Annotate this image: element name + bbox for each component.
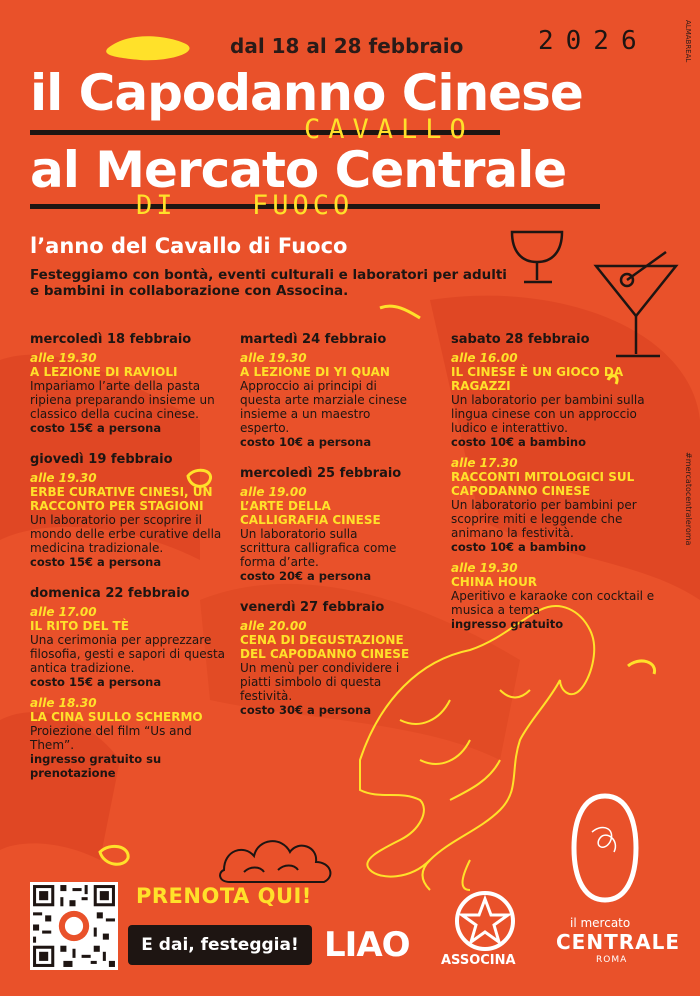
hashtag-label: #mercatocentraleroma: [684, 452, 693, 546]
event-title: LA CINA SULLO SCHERMO: [30, 710, 203, 724]
event-item: [30, 696, 235, 780]
event-time: alle 16.00: [451, 351, 518, 365]
slogan-text: E dai, festeggia!: [141, 935, 299, 955]
event-time: alle 17.30: [451, 456, 518, 470]
event-title: L’ARTE DELLA CALLIGRAFIA CINESE: [240, 499, 381, 527]
day-date: martedì 24 febbraio: [240, 332, 387, 347]
event-title: IL RITO DEL TÈ: [30, 619, 129, 633]
event-title: ERBE CURATIVE CINESI, UN RACCONTO PER STAGIONI: [30, 485, 213, 513]
event-price: costo 15€ a persona: [30, 675, 162, 689]
event-title: RACCONTI MITOLOGICI SUL CAPODANNO CINESE: [451, 470, 635, 498]
event-time: alle 19.30: [451, 561, 518, 575]
day-date: domenica 22 febbraio: [30, 586, 190, 601]
event-price: costo 15€ a persona: [30, 555, 162, 569]
event-item: [451, 561, 676, 631]
event-price: costo 30€ a persona: [240, 703, 372, 717]
day-date: mercoledì 25 febbraio: [240, 466, 402, 481]
wine-glass-icon: [512, 232, 562, 282]
intro-text: Festeggiamo con bontà, eventi culturali e laboratori per adulti e bambini in collaborazione con Associna.: [30, 267, 507, 299]
event-item: [451, 351, 676, 449]
day-date: sabato 28 febbraio: [451, 332, 590, 347]
day-date: giovedì 19 febbraio: [30, 452, 173, 467]
event-dates: dal 18 al 28 febbraio: [230, 34, 464, 58]
associna-star-logo: [454, 890, 516, 952]
event-description: Un laboratorio sulla scrittura calligrafica come forma d’arte.: [240, 527, 397, 569]
event-time: alle 20.00: [240, 619, 307, 633]
title-line-1: il Capodanno Cinese: [30, 64, 583, 122]
title-line-2: al Mercato Centrale: [30, 141, 567, 199]
schedule-column-3: [451, 332, 676, 638]
event-item: [240, 485, 410, 583]
event-title: A LEZIONE DI RAVIOLI: [30, 365, 178, 379]
event-item: [30, 351, 235, 435]
schedule-column-1: [30, 332, 235, 787]
event-description: Un laboratorio per bambini sulla lingua cinese con un approccio ludico e interattivo.: [451, 393, 645, 435]
event-time: alle 17.00: [30, 605, 97, 619]
event-price: costo 10€ a bambino: [451, 435, 586, 449]
mercato-centrale-logo: [570, 792, 640, 904]
event-price: costo 10€ a bambino: [451, 540, 586, 554]
qr-code-icon[interactable]: [30, 882, 118, 970]
event-price: ingresso gratuito su prenotazione: [30, 752, 162, 780]
event-title: IL CINESE È UN GIOCO DA RAGAZZI: [451, 365, 624, 393]
event-time: alle 19.30: [30, 471, 97, 485]
event-description: Un menù per condividere i piatti simbolo di questa festività.: [240, 661, 400, 703]
event-price: costo 15€ a persona: [30, 421, 162, 435]
event-description: Impariamo l’arte della pasta ripiena preparando insieme un classico della cucina cinese.: [30, 379, 215, 421]
event-description: Aperitivo e karaoke con cocktail e musica a tema: [451, 589, 655, 617]
liao-logo: LIAO: [324, 925, 410, 965]
event-item: [240, 351, 410, 449]
mercato-logo-city: ROMA: [596, 955, 628, 965]
event-item: [30, 605, 235, 689]
handwritten-di: DI: [136, 190, 177, 221]
mercato-logo-big: CENTRALE: [556, 930, 681, 954]
cloud-doodle: [220, 841, 330, 882]
event-price: ingresso gratuito: [451, 617, 564, 631]
event-title: CHINA HOUR: [451, 575, 538, 589]
credit-label: ALMABREAL: [684, 20, 692, 63]
event-description: Una cerimonia per apprezzare filosofia, gesti e sapori di questa antica tradizione.: [30, 633, 225, 675]
event-time: alle 19.00: [240, 485, 307, 499]
schedule-column-2: [240, 332, 410, 724]
handwritten-fuoco: FUOCO: [252, 190, 354, 221]
event-title: CENA DI DEGUSTAZIONE DEL CAPODANNO CINESE: [240, 633, 410, 661]
event-item: [30, 471, 235, 569]
event-description: Un laboratorio per bambini per scoprire miti e leggende che animano la festività.: [451, 498, 637, 540]
slogan-badge: [128, 925, 312, 965]
handwritten-cavallo: CAVALLO: [304, 114, 474, 145]
subtitle: l’anno del Cavallo di Fuoco: [30, 234, 348, 258]
event-price: costo 10€ a persona: [240, 435, 372, 449]
event-description: Proiezione del film “Us and Them”.: [30, 724, 192, 752]
prenota-label[interactable]: PRENOTA QUI!: [136, 884, 312, 908]
event-item: [451, 456, 676, 554]
event-title: A LEZIONE DI YI QUAN: [240, 365, 390, 379]
associna-logo-text: ASSOCINA: [441, 953, 516, 968]
event-time: alle 19.30: [240, 351, 307, 365]
event-time: alle 18.30: [30, 696, 97, 710]
mercato-logo-small: il mercato: [570, 916, 631, 930]
day-date: mercoledì 18 febbraio: [30, 332, 192, 347]
day-date: venerdì 27 febbraio: [240, 600, 385, 615]
year-label: 2026: [538, 26, 649, 56]
event-description: Approccio ai principi di questa arte marziale cinese insieme a un maestro esperto.: [240, 379, 407, 435]
event-price: costo 20€ a persona: [240, 569, 372, 583]
event-item: [240, 619, 410, 717]
event-description: Un laboratorio per scoprire il mondo delle erbe curative della medicina tradizionale.: [30, 513, 222, 555]
event-time: alle 19.30: [30, 351, 97, 365]
